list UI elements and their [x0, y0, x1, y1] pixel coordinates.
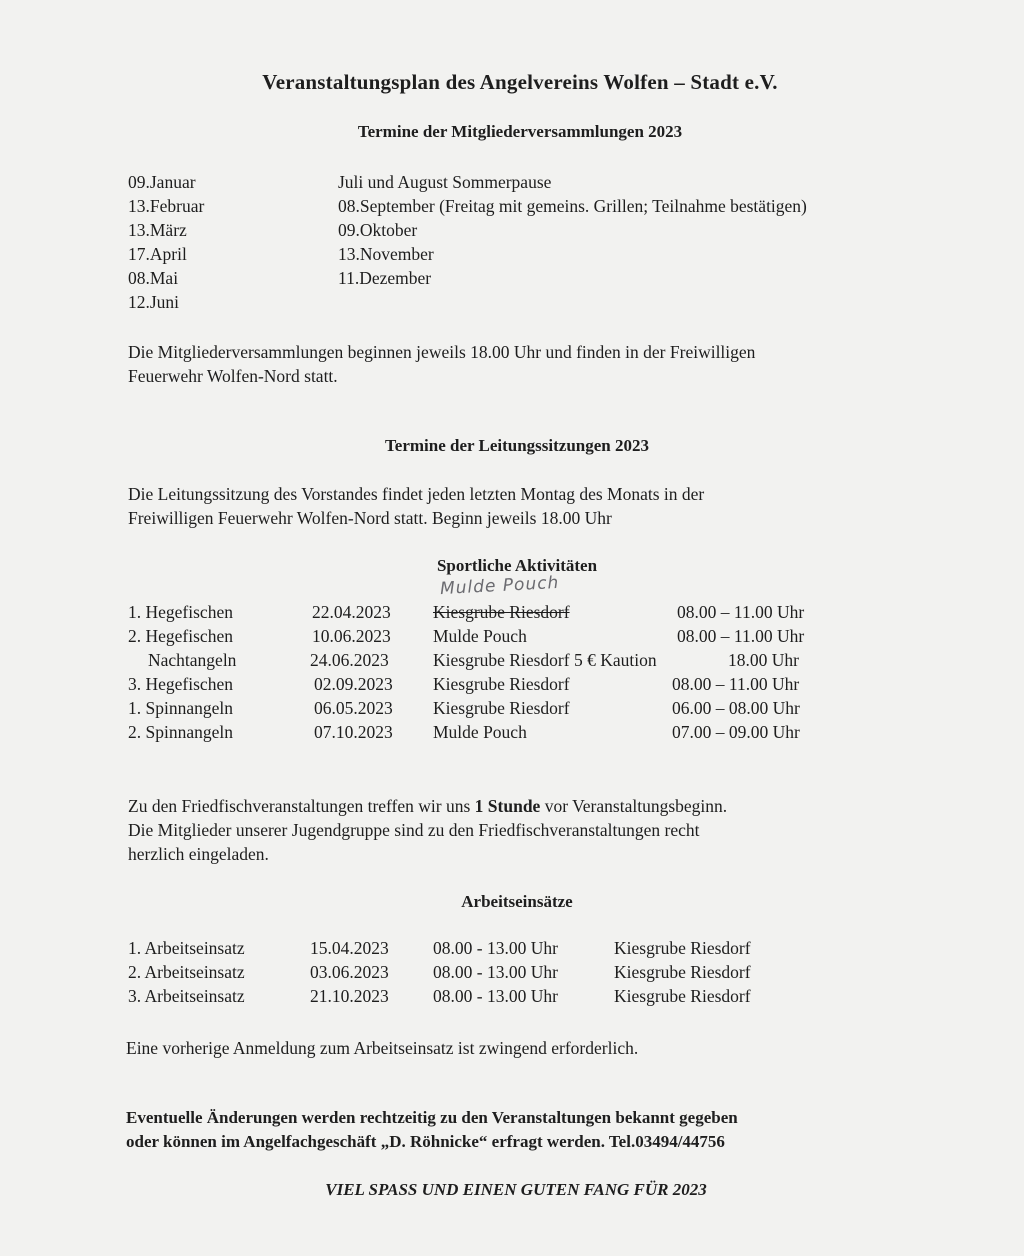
meetings-heading: Termine der Mitgliederversammlungen 2023: [357, 122, 683, 141]
meeting-date: 09.Januar: [128, 172, 196, 192]
event-date: 07.10.2023: [314, 722, 393, 742]
event-name: 3. Hegefischen: [128, 674, 233, 694]
event-name: 1. Hegefischen: [128, 602, 233, 622]
event-time: 18.00 Uhr: [728, 650, 799, 670]
event-date: 22.04.2023: [312, 602, 391, 622]
meeting-date: 11.Dezember: [338, 268, 432, 288]
work-note: Eine vorherige Anmeldung zum Arbeitseinsatz ist zwingend erforderlich.: [126, 1038, 639, 1058]
work-place: Kiesgrube Riesdorf: [614, 938, 751, 958]
board-text-line: Freiwilligen Feuerwehr Wolfen-Nord statt. Beginn jeweils 18.00 Uhr: [128, 508, 612, 528]
work-name: 1. Arbeitseinsatz: [128, 938, 245, 958]
event-place: Mulde Pouch: [433, 722, 527, 742]
sports-note: [128, 794, 727, 866]
sports-note-text: vor Veranstaltungsbeginn.: [540, 796, 728, 816]
work-date: 03.06.2023: [310, 962, 389, 982]
meeting-date: 12.Juni: [128, 292, 180, 312]
meetings-note-line: Feuerwehr Wolfen-Nord statt.: [128, 366, 338, 386]
sports-heading: Sportliche Aktivitäten: [436, 556, 598, 575]
work-date: 21.10.2023: [310, 986, 389, 1006]
footer-notice: [126, 1106, 738, 1154]
event-time: 08.00 – 11.00 Uhr: [677, 626, 805, 646]
meeting-date: 09.Oktober: [338, 220, 418, 240]
sports-note-emphasis: 1 Stunde: [474, 796, 541, 816]
work-time: 08.00 - 13.00 Uhr: [433, 962, 558, 982]
meetings-note: [128, 340, 755, 388]
board-heading: Termine der Leitungssitzungen 2023: [385, 436, 649, 455]
meeting-date: 17.April: [128, 244, 187, 264]
meetings-left-list: [128, 170, 204, 314]
sports-note-line: [128, 794, 727, 818]
meeting-date: Juli und August Sommerpause: [338, 172, 552, 192]
work-name: 3. Arbeitseinsatz: [128, 986, 245, 1006]
work-date: 15.04.2023: [310, 938, 389, 958]
work-place: Kiesgrube Riesdorf: [614, 986, 751, 1006]
work-place: Kiesgrube Riesdorf: [614, 962, 751, 982]
event-time: 08.00 – 11.00 Uhr: [672, 674, 800, 694]
document-title: Veranstaltungsplan des Angelvereins Wolfen – Stadt e.V.: [262, 70, 778, 94]
event-place: Kiesgrube Riesdorf: [433, 602, 570, 622]
meeting-date: 08.September (Freitag mit gemeins. Grillen; Teilnahme bestätigen): [338, 196, 807, 216]
work-name: 2. Arbeitseinsatz: [128, 962, 245, 982]
closing-message: VIEL SPASS UND EINEN GUTEN FANG FÜR 2023: [325, 1180, 707, 1199]
footer-line: Eventuelle Änderungen werden rechtzeitig zu den Veranstaltungen bekannt gegeben: [126, 1108, 738, 1127]
board-text-line: Die Leitungssitzung des Vorstandes findet jeden letzten Montag des Monats in der: [128, 484, 705, 504]
work-time: 08.00 - 13.00 Uhr: [433, 986, 558, 1006]
event-place: Mulde Pouch: [433, 626, 527, 646]
event-date: 02.09.2023: [314, 674, 393, 694]
event-date: 24.06.2023: [310, 650, 389, 670]
handwritten-correction: Mulde Pouch: [439, 572, 560, 600]
event-place: Kiesgrube Riesdorf: [433, 698, 570, 718]
board-text: [128, 482, 704, 530]
sports-note-text: Zu den Friedfischveranstaltungen treffen wir uns: [128, 796, 475, 816]
meeting-date: 13.Februar: [128, 196, 205, 216]
event-time: 07.00 – 09.00 Uhr: [672, 722, 800, 742]
meetings-note-line: Die Mitgliederversammlungen beginnen jeweils 18.00 Uhr und finden in der Freiwilligen: [128, 342, 756, 362]
sports-note-line: Die Mitglieder unserer Jugendgruppe sind zu den Friedfischveranstaltungen recht: [128, 820, 700, 840]
event-time: 06.00 – 08.00 Uhr: [672, 698, 800, 718]
event-time: 08.00 – 11.00 Uhr: [677, 602, 805, 622]
event-name: 2. Hegefischen: [128, 626, 233, 646]
work-time: 08.00 - 13.00 Uhr: [433, 938, 558, 958]
meeting-date: 13.November: [338, 244, 434, 264]
event-date: 06.05.2023: [314, 698, 393, 718]
event-place: Kiesgrube Riesdorf: [433, 674, 570, 694]
event-date: 10.06.2023: [312, 626, 391, 646]
meeting-date: 08.Mai: [128, 268, 179, 288]
event-name: Nachtangeln: [148, 650, 237, 670]
event-name: 1. Spinnangeln: [128, 698, 233, 718]
work-heading: Arbeitseinsätze: [461, 892, 573, 911]
event-place: Kiesgrube Riesdorf 5 € Kaution: [433, 650, 657, 670]
sports-note-line: herzlich eingeladen.: [128, 844, 269, 864]
meetings-right-list: [338, 170, 807, 290]
event-name: 2. Spinnangeln: [128, 722, 233, 742]
footer-line: oder können im Angelfachgeschäft „D. Röhnicke“ erfragt werden. Tel.03494/44756: [126, 1132, 725, 1151]
meeting-date: 13.März: [128, 220, 187, 240]
